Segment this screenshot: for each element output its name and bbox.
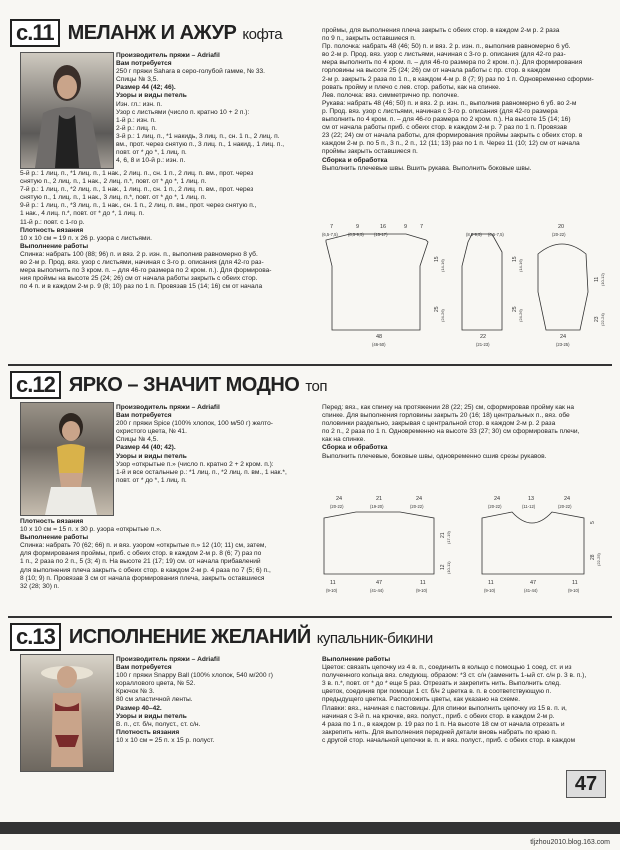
s13-left-line: Вам потребуется: [116, 664, 172, 672]
s11-side-7: (24-26): [518, 309, 523, 322]
s11-dim-topsub-0: (6,5-7,5): [322, 232, 338, 237]
s11-side-5: (14-16): [518, 259, 523, 272]
s11-side-9: (10-12): [600, 273, 605, 286]
s13-right-line: Плавки: вяз., начиная с пастовицы. Для спинки выполнить цепочку из 15 в. п. и,: [322, 704, 567, 712]
s11-dim-bottom-4: 24: [560, 334, 567, 340]
s11-side-2: 25: [434, 306, 440, 312]
s11-left-line: Производитель пряжи – Adriafil: [116, 52, 220, 59]
s12-left2-line: Выполнение работы: [20, 534, 89, 542]
s11-left-wide-line: снятую п., 2 лиц. п., 1 нак., 2 лиц. п.*, повт. от * до *, 1 лиц. п.: [20, 178, 207, 186]
s11-left-wide-line: по 4 п. и в каждом 2-м р. 9 (8; 10) раз по 1 п. Провязав 15 (14; 16) см от начала: [20, 283, 263, 291]
s13-right-text: [322, 656, 612, 766]
s12-dim-topsub-3: (20-22): [488, 504, 502, 509]
bottom-bar: [0, 822, 620, 834]
s13-left-line: Плотность вязания: [116, 728, 180, 736]
s13-left-line: Крючок № 3.: [116, 688, 155, 696]
s13-right-line: 4 раза по 1 п., в каждом р. 19 раз по 1 п. На высоте 18 см от начала отрезать и: [322, 720, 565, 728]
s13-left-line: Производитель пряжи – Adriafil: [116, 656, 220, 663]
s12-dim-topsub-5: (20-22): [558, 504, 572, 509]
s11-side-1: (14-16): [440, 259, 445, 272]
s11-dim-top-5: 20: [558, 224, 565, 230]
divider-2: [8, 616, 612, 618]
s11-back-outline: [326, 234, 428, 330]
s13-right-line: Цветок: связать цепочку из 4 в. п., соединить в кольцо с помощью 1 соед. ст. и из: [322, 664, 572, 672]
s11-dim-top-1: 9: [356, 224, 360, 230]
s12-right-line: по 2 п., 2 раза по 1 п. Одновременно на высоте 33 (27; 30) см сформировать плечи,: [322, 428, 580, 436]
s12-left-line: Производитель пряжи – Adriafil: [116, 404, 220, 411]
s12-left2-line: 32 (28; 30) п.: [20, 582, 60, 590]
s11-left-line: 2-й р.: лиц. п.: [116, 124, 157, 132]
s11-right-line: по 9 п., закрыть оставшиеся п.: [322, 35, 416, 43]
s13-left-line: кораллового цвета, № 52.: [116, 680, 196, 688]
s11-left-line: 250 г пряжи Sahara в серо-голубой гамме, № 33.: [116, 68, 266, 76]
divider-1: [8, 364, 612, 366]
s11-photo: [20, 52, 114, 169]
s12-left-line: Вам потребуется: [116, 412, 172, 420]
s11-right-line: каждом 2-м р. по 5 п., 3 п., 2 п., 12 (11; 13) раз по 1 п. Через 11 (10; 12) см от начала: [322, 140, 580, 148]
s12-dim-bottom-3: 11: [488, 580, 494, 586]
s12-side-5: 28: [590, 554, 596, 560]
s12-right-line: спинке. Для выполнения горловины закрыть 20 (16; 18) центральных п., вяз. обе: [322, 412, 570, 420]
s12-dim-bottom-1: 47: [376, 580, 383, 586]
s11-left-wide-line: ния проймы на высоте 25 (24; 26) см от начала работы закрыть с обеих стор.: [20, 275, 258, 283]
s13-left-line: В. п., ст. б/н, полуст., ст. с/н.: [116, 720, 201, 728]
s11-left-line: повт. от * до *, 1 лиц. п.: [116, 149, 187, 157]
s13-right-line: полученного кольца вяз. следующ. образом: *3 ст. с/н (заменить 1-ый ст. с/н р. 3 в. п.),: [322, 672, 587, 680]
s11-right-line: проймы закрыть оставшиеся п.: [322, 148, 418, 156]
s11-dim-topsub-5: (20-22): [552, 232, 566, 237]
s13-left-line: 100 г пряжи Snappy Ball (100% хлопок, 540 м/200 г): [116, 672, 273, 680]
s11-left-line: Изн. гл.: изн. п.: [116, 100, 163, 108]
s12-dim-top-4: 13: [528, 496, 535, 502]
s12-side-1: (17-19): [446, 531, 451, 544]
s12-back-outline: [324, 512, 434, 574]
s11-right-line: 2-м р. закрыть 2 раза по 1 п., в каждом 4-м р. 8 (7; 9) раз по 1 п. Одновременно сформи-: [322, 75, 594, 83]
s12-right-line: половинки раздельно, закрывая с центральной стор. в каждом 2-м р. 2 раза: [322, 420, 556, 428]
s11-left-wide-line: 10 х 10 см = 19 п. х 26 р. узора с листьями.: [20, 234, 152, 242]
s12-dim-topsub-0: (20-22): [330, 504, 344, 509]
s11-dim-bottom-5: (23-25): [556, 342, 570, 347]
s12-dim-topsub-4: (11-12): [522, 504, 536, 509]
s13-left-text: [116, 656, 316, 766]
s12-page-label: с.12: [10, 371, 61, 399]
s11-right-line: Пр. полочка: набрать 48 (46; 50) п. и вяз. 2 р. изн. п., выполнив равномерно 6 уб.: [322, 43, 571, 51]
s12-left-line: Узор «открытые п.» (число п. кратно 2 + 2 кром. п.):: [116, 460, 274, 468]
s12-dim-bottomsub-0: (9-10): [326, 588, 338, 593]
s11-left-wide-line: 5-й р.: 1 лиц. п., *1 лиц. п., 1 нак., 2 лиц. п., сн. 1 п., 2 лиц. п. вм., прот. через: [20, 170, 254, 177]
s13-right-line: цветок, соединив при помощи 1 ст. б/н 2 цветка в. п. в соответствующую п.: [322, 688, 552, 696]
s11-right-line: р. Прод. вяз. узор с листьями, начиная с 3-го р. описания (для 42-го размера: [322, 107, 558, 115]
s12-left2-line: Спинка: набрать 70 (62; 66) п. и вяз. узором «открытые п.» 12 (10; 11) см, затем,: [20, 542, 267, 550]
s11-left-line: Вам потребуется: [116, 60, 172, 68]
s12-left-text: [116, 404, 316, 496]
s11-left-wide-line: 9-й р.: 1 лиц. п., *3 лиц. п., 1 нак., сн. 1 п., 2 лиц. п. вм., прот. через снятую п.,: [20, 202, 257, 210]
s12-side-2: 12: [440, 564, 446, 570]
s11-side-6: 25: [512, 306, 518, 312]
s11-left-wide-line: во 2-м р. Прод. вяз. узор с листьями, начиная с 3-го р. описания (для 42-го раз-: [20, 259, 264, 267]
s12-left-line: 1-й и все остальные р.: *1 лиц. п., *2 лиц. п. вм., 1 нак.*,: [116, 468, 287, 476]
s12-right-line: Сборка и обработка: [322, 444, 388, 452]
s11-left-line: 3-й р.: 1 лиц. п., *1 накидь, 3 лиц. п., сн. 1 п., 2 лиц. п.: [116, 132, 280, 140]
s11-left-wide-line: 1 нак., 4 лиц. п.*, повт. от * до *, 1 лиц. п.: [20, 210, 145, 218]
s12-left2-line: Плотность вязания: [20, 518, 84, 525]
s12-dim-bottomsub-3: (9-10): [484, 588, 496, 593]
s11-side-11: (22-24): [600, 313, 605, 326]
s13-left-line: 80 см эластичной ленты.: [116, 696, 193, 704]
s13-photo: [20, 654, 114, 772]
s12-dim-bottom-0: 11: [330, 580, 336, 586]
s13-right-line: Выполнение работы: [322, 656, 391, 663]
s12-model-figure: [21, 403, 113, 515]
s12-right-text: [322, 404, 612, 484]
s12-dim-bottom-2: 11: [420, 580, 426, 586]
s11-subtitle: кофта: [242, 25, 283, 43]
s12-left-line: Размер 44 (40; 42).: [116, 444, 176, 452]
s11-left-wide-line: мера выполнить по 3 кром. п. – для 46-го размера по 2 кром. п.). Для формирова-: [20, 267, 272, 275]
s11-side-4: 15: [512, 256, 518, 262]
s11-left-wide-line: Выполнение работы: [20, 242, 89, 250]
s12-left-line: Узоры и виды петель: [116, 452, 187, 460]
s12-dim-bottomsub-5: (9-10): [568, 588, 580, 593]
s12-left2-line: для выполнения плеча закрыть с обеих стор. в каждом 2-м р. 4 раза по 7 (5; 6) п.,: [20, 566, 271, 574]
s12-dim-topsub-2: (20-22): [410, 504, 424, 509]
s13-right-line: с другой стор. начальной цепочки в. п. и вяз. полуст., приб. с обеих стор. в каждом: [322, 736, 576, 744]
s11-dim-top-0: 7: [330, 224, 334, 230]
s11-title: МЕЛАНЖ И АЖУР кофта: [67, 21, 283, 44]
s12-left2-line: 10 х 10 см = 15 п. х 30 р. узора «открытые п.».: [20, 526, 162, 534]
s11-left-wide-line: Плотность вязания: [20, 226, 84, 234]
footer-url: tljzhou2010.blog.163.com: [530, 839, 610, 846]
s13-page-label: с.13: [10, 623, 61, 651]
s13-right-line: начиная с 3-й п. на крючке, вяз. полуст., приб. с обеих стор. в каждом 2-м р.: [322, 712, 555, 720]
s12-left-line: Спицы № 4,5.: [116, 436, 159, 444]
s11-left-line: Размер 44 (42; 46).: [116, 84, 176, 92]
s11-side-10: 23: [594, 316, 600, 322]
s11-front-outline: [462, 234, 502, 330]
s13-left-line: Узоры и виды петель: [116, 712, 187, 720]
s11-dim-topsub-3: (8,5-9,5): [466, 232, 482, 237]
s12-left-line: повт. от * до *, 1 лиц. п.: [116, 476, 187, 484]
s12-left2-line: 1 п., 2 раза по 2 п., 5 (3; 4) п. На высоте 21 (17; 19) см. от начала прибавлений: [20, 558, 261, 566]
s12-front-outline: [482, 512, 584, 574]
s12-subtitle: топ: [305, 377, 328, 395]
s13-right-line: предыдущего цветка. Расположить цветы, как указано на схеме.: [322, 696, 521, 704]
s11-right-line: горловины на высоте 25 (24; 26) см от начала работы с пр. стор. в каждом: [322, 67, 551, 75]
s12-side-4: 5: [590, 521, 596, 524]
s11-right-line: выполнить по 4 кром. п. – для 46-го размера по 2 кром. п.). На высоте 15 (14; 16): [322, 116, 571, 124]
s11-dim-top-3: 9: [404, 224, 408, 230]
s11-dim-topsub-2: (15-17): [374, 232, 388, 237]
s13-model-figure: [21, 655, 113, 771]
s12-photo: [20, 402, 114, 516]
s11-dim-bottom-2: 22: [480, 334, 487, 340]
s11-right-line: Сборка и обработка: [322, 156, 388, 164]
s13-subtitle: купальник-бикини: [316, 629, 433, 647]
s11-left-wide-line: Спинка: набрать 100 (88; 96) п. и вяз. 2 р. изн. п., выполнив равномерно 8 уб.: [20, 250, 258, 258]
s11-side-3: (24-26): [440, 309, 445, 322]
s13-left-line: 10 х 10 см = 25 п. х 15 р. полуст.: [116, 736, 215, 744]
s12-side-3: (10-11): [446, 561, 451, 574]
s11-right-line: Выполнить плечевые швы. Вшить рукава. Выполнить боковые швы.: [322, 164, 532, 172]
s11-right-line: ровать пройму и плечо с лев. стор. работы, как на спинке.: [322, 83, 501, 91]
s13-left-line: Размер 40–42.: [116, 704, 162, 712]
s11-side-8: 11: [594, 276, 600, 282]
s12-left2-line: 8 (10; 9) п. Провязав 3 см от начала формирования плеча, закрыть оставшиеся: [20, 574, 265, 582]
s11-left-wide-line: 7-й р.: 1 лиц. п., *2 лиц. п., 1 нак., 1 лиц. п., сн. 1 п., 2 лиц. п. вм., прот. через: [20, 186, 254, 194]
s12-dim-bottomsub-1: (41-44): [370, 588, 384, 593]
s12-header: [10, 372, 327, 398]
s11-dim-bottom-3: (21-23): [476, 342, 490, 347]
s12-right-line: как на спинке.: [322, 436, 366, 444]
s11-header: [10, 20, 282, 46]
s11-right-line: Лев. полочка: вяз. симметрично пр. полочке.: [322, 91, 459, 99]
s12-side-6: (22-25): [596, 553, 601, 566]
s13-right-line: закрепить нить. Для выполнения передней детали вновь набрать по краю п.: [322, 728, 557, 736]
s11-left-line: Узоры и виды петель: [116, 92, 187, 100]
s12-dim-top-2: 24: [416, 496, 423, 502]
s12-left2-line: для формирования проймы, приб. с обеих стор. в каждом 2-м р. 8 (6; 7) раз по: [20, 550, 262, 558]
s11-left-line: 1-й р.: изн. п.: [116, 116, 156, 124]
s11-left-line: 4, 6, 8 и 10-й р.: изн. п.: [116, 157, 186, 165]
s13-title: ИСПОЛНЕНИЕ ЖЕЛАНИЙ купальник-бикини: [68, 625, 433, 648]
s11-left-line: Узор с листьями (число п. кратно 10 + 2 п.):: [116, 108, 250, 116]
s11-left-text-wide: [20, 170, 310, 345]
s11-right-line: проймы, для выполнения плеча закрыть с обеих стор. в каждом 2-м р. 2 раза: [322, 27, 560, 34]
s11-left-wide-line: 11-й р.: повт. с 1-го р.: [20, 218, 85, 226]
s12-dim-top-5: 24: [564, 496, 571, 502]
s12-dim-topsub-1: (19-20): [370, 504, 384, 509]
s12-left-text-wide: [20, 518, 320, 603]
s11-right-line: 23 (22; 24) см от начала работы, для формирования проймы закрыть с обеих стор. в: [322, 132, 583, 140]
s11-right-line: Рукава: набрать 48 (46; 50) п. и вяз. 2 р. изн. п., выполнив равномерно 6 уб. во 2-м: [322, 99, 577, 107]
s12-schema: [316, 490, 612, 604]
s11-right-line: во 2-м р. Прод. вяз. узор с листьями, начиная с 3-го р. описания (для 42-го раз-: [322, 51, 566, 59]
s12-dim-top-0: 24: [336, 496, 343, 502]
s13-header: [10, 624, 433, 650]
s12-side-0: 21: [440, 532, 446, 538]
s12-dim-bottomsub-2: (9-10): [416, 588, 428, 593]
s12-dim-top-3: 24: [494, 496, 501, 502]
s11-dim-bottom-0: 48: [376, 334, 383, 340]
s11-sleeve-outline: [538, 244, 588, 330]
s12-dim-bottom-4: 47: [530, 580, 537, 586]
s11-dim-topsub-1: (8,5-9,5): [348, 232, 364, 237]
s13-right-line: 3 в. п.*, повт. от * до * еще 5 раз. Отрезать и закрепить нить. Выполнить след.: [322, 680, 561, 688]
page-number: 47: [566, 770, 606, 798]
s11-schema: [316, 212, 612, 352]
s12-left-line: 200 г пряжи Spice (100% хлопок, 100 м/50 г) желто-: [116, 420, 273, 428]
s11-right-text: [322, 27, 612, 217]
s11-model-figure: [21, 53, 113, 168]
s12-right-line: Выполнить плечевые, боковые швы, одновременно сшив срезы рукавов.: [322, 452, 547, 460]
s11-left-line: Спицы № 3,5.: [116, 76, 159, 84]
s11-dim-topsub-4: (6,5-7,5): [488, 232, 504, 237]
s11-right-line: мера выполнить по 4 кром. п. – для 46-го размера по 2 кром. п.). Для формирования: [322, 59, 583, 67]
s11-dim-top-2: 16: [380, 224, 387, 230]
s11-page-label: с.11: [10, 19, 60, 47]
s12-right-line: Перед: вяз., как спинку на протяжении 28 (22; 25) см, сформировав пройму как на: [322, 404, 575, 411]
s11-right-line: см от начала работы приб. с обеих стор. в каждом 2-м р. 7 раз по 1 п. Провязав: [322, 124, 568, 132]
s12-title: ЯРКО – ЗНАЧИТ МОДНО топ: [68, 373, 328, 396]
s12-left-line: охристого цвета, № 41.: [116, 428, 187, 436]
s11-left-wide-line: снятую п., 1 лиц. п., 1 нак., 3 лиц. п.*, повт. от * до *, 1 лиц. п.: [20, 194, 207, 202]
s12-dim-bottom-5: 11: [572, 580, 578, 586]
s12-dim-top-1: 21: [376, 496, 383, 502]
s11-side-0: 15: [434, 256, 440, 262]
s12-dim-bottomsub-4: (41-44): [524, 588, 538, 593]
s11-left-line: вм., прот. через снятую п., 3 лиц. п., 1 накид., 1 лиц. п.,: [116, 141, 285, 149]
s11-dim-top-4: 7: [420, 224, 424, 230]
s11-dim-bottom-1: (46-50): [372, 342, 386, 347]
